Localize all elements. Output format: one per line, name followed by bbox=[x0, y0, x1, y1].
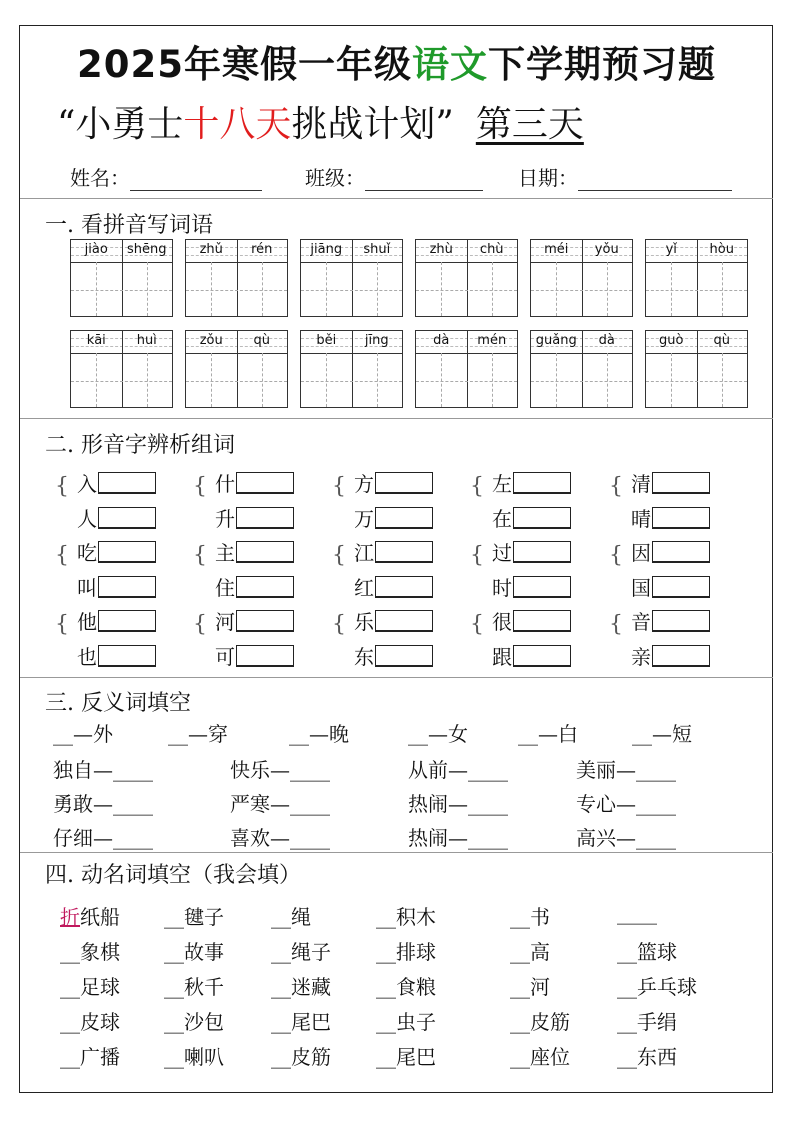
antonym-item[interactable]: __—外 bbox=[53, 722, 113, 746]
section-3-title: 三. 反义词填空 bbox=[45, 691, 191, 716]
char: 升 bbox=[215, 507, 235, 531]
char-row bbox=[492, 503, 571, 532]
guide-line bbox=[416, 290, 517, 291]
subtitle-part-2: 十八天 bbox=[183, 104, 292, 145]
answer-box[interactable] bbox=[375, 541, 433, 563]
char-row bbox=[77, 468, 156, 497]
answer-box[interactable] bbox=[375, 645, 433, 667]
pinyin-syllable: běi bbox=[316, 333, 337, 348]
divider bbox=[20, 418, 773, 419]
char-row bbox=[631, 572, 710, 601]
guide-line bbox=[722, 353, 723, 407]
char: 入 bbox=[77, 472, 97, 496]
answer-box[interactable] bbox=[513, 472, 571, 494]
guide-line bbox=[96, 262, 97, 316]
brace-icon: { bbox=[55, 474, 69, 499]
pinyin-word-box[interactable] bbox=[70, 239, 173, 317]
grid-line bbox=[467, 240, 468, 316]
char: 跟 bbox=[492, 645, 512, 669]
brace-icon: { bbox=[55, 612, 69, 637]
char-row bbox=[77, 572, 156, 601]
guide-line bbox=[96, 353, 97, 407]
guide-line bbox=[556, 262, 557, 316]
char: 因 bbox=[631, 541, 651, 565]
pinyin-syllable: huì bbox=[136, 333, 157, 348]
divider bbox=[20, 677, 773, 678]
guide-line bbox=[186, 381, 287, 382]
char: 亲 bbox=[631, 645, 651, 669]
answer-box[interactable] bbox=[98, 576, 156, 598]
char-row bbox=[354, 606, 433, 635]
antonym-item[interactable]: 勇敢—____ bbox=[53, 792, 153, 816]
verb-noun-item[interactable]: __虫子 bbox=[376, 1010, 436, 1034]
char-row bbox=[631, 606, 710, 635]
char: 乐 bbox=[354, 610, 374, 634]
char: 人 bbox=[77, 507, 97, 531]
guide-line bbox=[262, 353, 263, 407]
grid-line bbox=[237, 331, 238, 407]
pinyin-word-box[interactable] bbox=[530, 239, 633, 317]
verb-noun-item[interactable]: __皮球 bbox=[60, 1010, 120, 1034]
pinyin-word-box[interactable] bbox=[185, 330, 288, 408]
antonym-item[interactable]: __—白 bbox=[518, 722, 578, 746]
verb-noun-item[interactable]: __尾巴 bbox=[376, 1045, 436, 1069]
guide-line bbox=[147, 262, 148, 316]
pinyin-syllable: shēng bbox=[126, 242, 167, 257]
verb-noun-item[interactable]: __象棋 bbox=[60, 940, 120, 964]
subtitle-part-3: 挑战计划” bbox=[291, 104, 454, 145]
brace-icon: { bbox=[470, 612, 484, 637]
guide-line bbox=[71, 381, 172, 382]
answer-box[interactable] bbox=[236, 507, 294, 529]
section-1-title: 一. 看拼音写词语 bbox=[45, 213, 213, 238]
pinyin-word-box[interactable] bbox=[415, 330, 518, 408]
antonym-item[interactable]: 从前—____ bbox=[408, 758, 508, 782]
class-field[interactable] bbox=[305, 162, 483, 191]
verb-noun-item[interactable]: __座位 bbox=[510, 1045, 570, 1069]
date-field[interactable] bbox=[518, 162, 732, 191]
verb-noun-item[interactable]: __篮球 bbox=[617, 940, 677, 964]
answer-box[interactable] bbox=[652, 541, 710, 563]
verb-noun-item[interactable]: __皮筋 bbox=[510, 1010, 570, 1034]
pinyin-word-box[interactable] bbox=[415, 239, 518, 317]
guide-line bbox=[671, 353, 672, 407]
char: 万 bbox=[354, 507, 374, 531]
title-part-2: 语文 bbox=[411, 43, 488, 86]
guide-line bbox=[416, 381, 517, 382]
answer-box[interactable] bbox=[98, 645, 156, 667]
answer-box[interactable] bbox=[513, 610, 571, 632]
verb-noun-item[interactable]: __秋千 bbox=[164, 975, 224, 999]
antonym-item[interactable]: __—晚 bbox=[289, 722, 349, 746]
date-blank[interactable] bbox=[578, 170, 732, 191]
answer-box[interactable] bbox=[652, 507, 710, 529]
verb-noun-item[interactable]: __乒乓球 bbox=[617, 975, 697, 999]
char-row bbox=[631, 641, 710, 670]
grid-line bbox=[582, 331, 583, 407]
grid-line bbox=[122, 240, 123, 316]
name-field[interactable] bbox=[70, 162, 262, 191]
char: 国 bbox=[631, 576, 651, 600]
section-4-title: 四. 动名词填空（我会填） bbox=[45, 863, 301, 888]
answer-box[interactable] bbox=[375, 610, 433, 632]
answer-box[interactable] bbox=[98, 610, 156, 632]
page-subtitle bbox=[57, 96, 584, 147]
answer-box[interactable] bbox=[652, 472, 710, 494]
guide-line bbox=[147, 353, 148, 407]
answer-box[interactable] bbox=[236, 576, 294, 598]
pinyin-syllable: jiào bbox=[84, 242, 108, 257]
pinyin-syllable: chù bbox=[479, 242, 504, 257]
pinyin-word-box[interactable] bbox=[300, 239, 403, 317]
char-row bbox=[354, 503, 433, 532]
guide-line bbox=[262, 262, 263, 316]
pinyin-syllable: qù bbox=[253, 333, 270, 348]
char: 晴 bbox=[631, 507, 651, 531]
pinyin-syllable: dà bbox=[433, 333, 450, 348]
char: 过 bbox=[492, 541, 512, 565]
pinyin-syllable: yǐ bbox=[665, 242, 677, 257]
char-row bbox=[215, 503, 294, 532]
page-title bbox=[0, 34, 793, 88]
brace-icon: { bbox=[332, 612, 346, 637]
guide-line bbox=[492, 262, 493, 316]
pinyin-syllable: zhǔ bbox=[199, 242, 223, 257]
brace-icon: { bbox=[332, 543, 346, 568]
brace-icon: { bbox=[470, 543, 484, 568]
answer-box[interactable] bbox=[513, 645, 571, 667]
verb-noun-item[interactable]: __沙包 bbox=[164, 1010, 224, 1034]
brace-icon: { bbox=[332, 474, 346, 499]
answer-box[interactable] bbox=[236, 541, 294, 563]
guide-line bbox=[531, 290, 632, 291]
verb-noun-item[interactable]: __河 bbox=[510, 975, 550, 999]
answer-box[interactable] bbox=[236, 472, 294, 494]
verb-noun-item[interactable]: __足球 bbox=[60, 975, 120, 999]
pinyin-syllable: qù bbox=[713, 333, 730, 348]
section-2-title: 二. 形音字辨析组词 bbox=[45, 433, 235, 458]
verb-noun-item[interactable] bbox=[60, 901, 120, 930]
answer-box[interactable] bbox=[98, 507, 156, 529]
brace-icon: { bbox=[193, 543, 207, 568]
verb-noun-item[interactable]: __故事 bbox=[164, 940, 224, 964]
answer-box[interactable] bbox=[652, 645, 710, 667]
pinyin-syllable: guò bbox=[659, 333, 684, 348]
char: 他 bbox=[77, 610, 97, 634]
brace-icon: { bbox=[193, 474, 207, 499]
char: 可 bbox=[215, 645, 235, 669]
pinyin-syllable: kāi bbox=[86, 333, 106, 348]
subtitle-day: 第三天 bbox=[475, 104, 584, 145]
char-row bbox=[215, 572, 294, 601]
antonym-item[interactable]: 快乐—____ bbox=[230, 758, 330, 782]
guide-line bbox=[646, 290, 747, 291]
char-row bbox=[354, 572, 433, 601]
antonym-item[interactable]: 热闹—____ bbox=[408, 826, 508, 850]
guide-line bbox=[722, 262, 723, 316]
guide-line bbox=[186, 290, 287, 291]
char-row bbox=[354, 641, 433, 670]
divider bbox=[20, 852, 773, 853]
verb-noun-item[interactable]: __书 bbox=[510, 905, 550, 929]
name-blank[interactable] bbox=[130, 170, 262, 191]
title-part-1: 2025年寒假一年级 bbox=[77, 43, 412, 86]
grid-line bbox=[697, 240, 698, 316]
answer-box[interactable] bbox=[98, 472, 156, 494]
verb-noun-item[interactable]: __绳 bbox=[271, 905, 311, 929]
guide-line bbox=[326, 353, 327, 407]
verb-noun-item[interactable]: __排球 bbox=[376, 940, 436, 964]
guide-line bbox=[671, 262, 672, 316]
answer-box[interactable] bbox=[513, 576, 571, 598]
class-blank[interactable] bbox=[365, 170, 483, 191]
grid-line bbox=[582, 240, 583, 316]
char-row bbox=[354, 468, 433, 497]
answer-box[interactable] bbox=[513, 541, 571, 563]
brace-icon: { bbox=[609, 474, 623, 499]
char-row bbox=[77, 503, 156, 532]
answer-box[interactable] bbox=[236, 645, 294, 667]
char: 时 bbox=[492, 576, 512, 600]
guide-line bbox=[301, 381, 402, 382]
char-row bbox=[492, 606, 571, 635]
example-answer: 折 bbox=[60, 905, 80, 929]
guide-line bbox=[441, 353, 442, 407]
antonym-item[interactable]: 美丽—____ bbox=[576, 758, 676, 782]
pinyin-syllable: yǒu bbox=[594, 242, 619, 257]
guide-line bbox=[71, 290, 172, 291]
antonym-item[interactable]: 独自—____ bbox=[53, 758, 153, 782]
char-row bbox=[77, 641, 156, 670]
char: 什 bbox=[215, 472, 235, 496]
pinyin-syllable: zǒu bbox=[199, 333, 223, 348]
char: 也 bbox=[77, 645, 97, 669]
char-row bbox=[631, 503, 710, 532]
char-row bbox=[215, 641, 294, 670]
char-row bbox=[492, 468, 571, 497]
pinyin-word-box[interactable] bbox=[645, 239, 748, 317]
guide-line bbox=[556, 353, 557, 407]
subtitle-part-1: “小勇士 bbox=[57, 104, 184, 145]
verb-noun-item[interactable]: __积木 bbox=[376, 905, 436, 929]
answer-box[interactable] bbox=[375, 576, 433, 598]
noun-text: 纸船 bbox=[80, 905, 120, 929]
antonym-item[interactable]: 喜欢—____ bbox=[230, 826, 330, 850]
char: 左 bbox=[492, 472, 512, 496]
guide-line bbox=[377, 262, 378, 316]
char: 叫 bbox=[77, 576, 97, 600]
pinyin-syllable: dà bbox=[598, 333, 615, 348]
verb-noun-item[interactable]: __尾巴 bbox=[271, 1010, 331, 1034]
antonym-item[interactable]: 高兴—____ bbox=[576, 826, 676, 850]
pinyin-syllable: rén bbox=[251, 242, 273, 257]
char-row bbox=[354, 537, 433, 566]
guide-line bbox=[492, 353, 493, 407]
pinyin-word-box[interactable] bbox=[645, 330, 748, 408]
char-row bbox=[77, 537, 156, 566]
guide-line bbox=[326, 262, 327, 316]
char: 音 bbox=[631, 610, 651, 634]
char-row bbox=[631, 537, 710, 566]
divider bbox=[20, 198, 773, 199]
answer-box[interactable] bbox=[375, 507, 433, 529]
antonym-item[interactable]: __—女 bbox=[408, 722, 468, 746]
date-label: 日期： bbox=[518, 166, 578, 190]
char: 方 bbox=[354, 472, 374, 496]
char-row bbox=[492, 641, 571, 670]
char-row bbox=[631, 468, 710, 497]
brace-icon: { bbox=[470, 474, 484, 499]
char-row bbox=[215, 468, 294, 497]
answer-box[interactable] bbox=[652, 576, 710, 598]
char: 住 bbox=[215, 576, 235, 600]
name-label: 姓名： bbox=[70, 166, 130, 190]
grid-line bbox=[352, 331, 353, 407]
brace-icon: { bbox=[609, 612, 623, 637]
guide-line bbox=[441, 262, 442, 316]
char: 东 bbox=[354, 645, 374, 669]
grid-line bbox=[122, 331, 123, 407]
guide-line bbox=[646, 381, 747, 382]
char-row bbox=[492, 572, 571, 601]
antonym-item[interactable]: 热闹—____ bbox=[408, 792, 508, 816]
grid-line bbox=[352, 240, 353, 316]
answer-box[interactable] bbox=[236, 610, 294, 632]
grid-line bbox=[237, 240, 238, 316]
answer-box[interactable] bbox=[652, 610, 710, 632]
char: 清 bbox=[631, 472, 651, 496]
verb-noun-item[interactable]: __皮筋 bbox=[271, 1045, 331, 1069]
verb-noun-item[interactable]: __迷藏 bbox=[271, 975, 331, 999]
antonym-item[interactable]: 专心—____ bbox=[576, 792, 676, 816]
class-label: 班级： bbox=[305, 166, 365, 190]
pinyin-word-box[interactable] bbox=[530, 330, 633, 408]
guide-line bbox=[607, 353, 608, 407]
antonym-item[interactable]: __—短 bbox=[632, 722, 692, 746]
antonym-item[interactable]: 仔细—____ bbox=[53, 826, 153, 850]
pinyin-word-box[interactable] bbox=[70, 330, 173, 408]
verb-noun-item[interactable]: ____ bbox=[617, 901, 657, 925]
answer-box[interactable] bbox=[375, 472, 433, 494]
char: 吃 bbox=[77, 541, 97, 565]
char: 红 bbox=[354, 576, 374, 600]
char: 在 bbox=[492, 507, 512, 531]
pinyin-syllable: méi bbox=[544, 242, 569, 257]
antonym-item[interactable]: __—穿 bbox=[168, 722, 228, 746]
pinyin-word-box[interactable] bbox=[300, 330, 403, 408]
title-part-3: 下学期预习题 bbox=[487, 43, 716, 86]
pinyin-syllable: jiāng bbox=[310, 242, 343, 257]
verb-noun-item[interactable]: __绳子 bbox=[271, 940, 331, 964]
char: 很 bbox=[492, 610, 512, 634]
char-row bbox=[77, 606, 156, 635]
char-row bbox=[492, 537, 571, 566]
grid-line bbox=[467, 331, 468, 407]
verb-noun-item[interactable]: __食粮 bbox=[376, 975, 436, 999]
pinyin-syllable: mén bbox=[477, 333, 507, 348]
answer-box[interactable] bbox=[98, 541, 156, 563]
pinyin-word-box[interactable] bbox=[185, 239, 288, 317]
pinyin-syllable: jīng bbox=[364, 333, 389, 348]
guide-line bbox=[377, 353, 378, 407]
char: 主 bbox=[215, 541, 235, 565]
verb-noun-item[interactable]: __高 bbox=[510, 940, 550, 964]
pinyin-syllable: shuǐ bbox=[363, 242, 391, 257]
verb-noun-item[interactable]: __手绢 bbox=[617, 1010, 677, 1034]
grid-line bbox=[697, 331, 698, 407]
pinyin-syllable: zhù bbox=[429, 242, 453, 257]
guide-line bbox=[211, 353, 212, 407]
char: 河 bbox=[215, 610, 235, 634]
brace-icon: { bbox=[55, 543, 69, 568]
antonym-item[interactable]: 严寒—____ bbox=[230, 792, 330, 816]
guide-line bbox=[211, 262, 212, 316]
verb-noun-item[interactable]: __广播 bbox=[60, 1045, 120, 1069]
char-row bbox=[215, 537, 294, 566]
verb-noun-item[interactable]: __喇叭 bbox=[164, 1045, 224, 1069]
guide-line bbox=[301, 290, 402, 291]
brace-icon: { bbox=[609, 543, 623, 568]
pinyin-syllable: hòu bbox=[709, 242, 734, 257]
char-row bbox=[215, 606, 294, 635]
pinyin-syllable: guǎng bbox=[535, 333, 577, 348]
verb-noun-item[interactable]: __东西 bbox=[617, 1045, 677, 1069]
guide-line bbox=[607, 262, 608, 316]
verb-noun-item[interactable]: __毽子 bbox=[164, 905, 224, 929]
char: 江 bbox=[354, 541, 374, 565]
guide-line bbox=[531, 381, 632, 382]
answer-box[interactable] bbox=[513, 507, 571, 529]
brace-icon: { bbox=[193, 612, 207, 637]
